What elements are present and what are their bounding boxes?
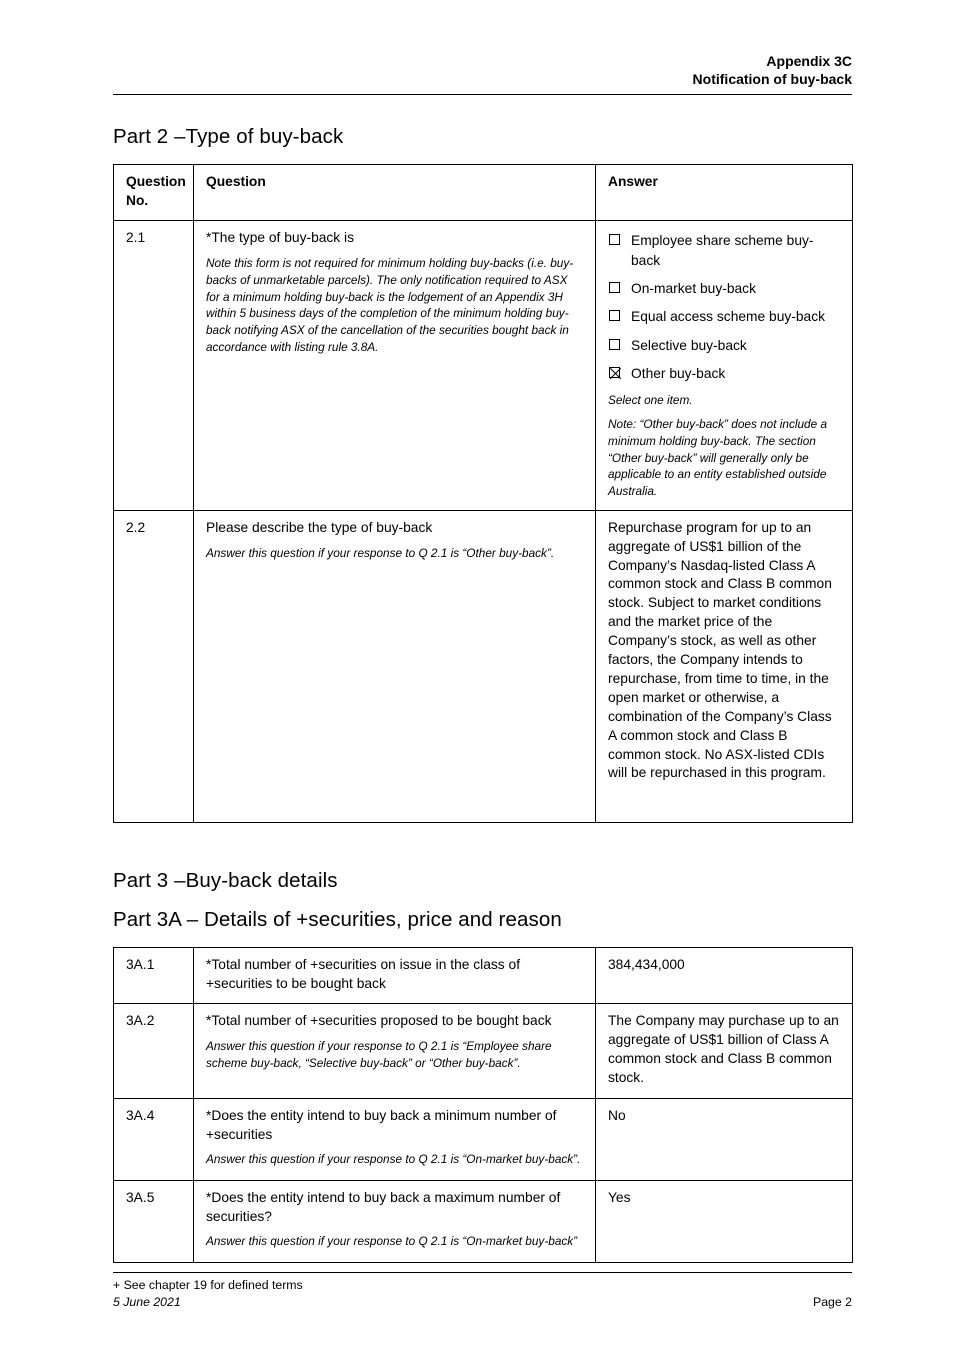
checkbox-icon-checked[interactable] (609, 367, 620, 378)
question-note: Note this form is not required for minimum holding buy-backs (i.e. buy-backs of unmarketable parcels). The only notification required to ASX for a minimum holding buy-back is the lodgement of an Appendix 3H within 5 business days of the completion of the minimum holding buy-back notifying ASX of the cancellation of the securities bought back in accordance with listing rule 3.8A. (206, 256, 574, 354)
option-other[interactable] (608, 364, 840, 383)
option-selective[interactable] (608, 336, 840, 355)
question-text: *Total number of +securities on issue in the class of +securities to be bought back (206, 956, 521, 991)
page-footer (113, 1272, 852, 1310)
answer-text: No (608, 1107, 626, 1123)
option-equal-access-scheme[interactable] (608, 307, 840, 326)
option-employee-share-scheme[interactable] (608, 231, 840, 270)
defined-terms-note: + See chapter 19 for defined terms (113, 1278, 303, 1292)
checkbox-icon[interactable] (609, 234, 620, 245)
question-text: *Does the entity intend to buy back a maximum number of securities? (206, 1189, 561, 1224)
footer-date: 5 June 2021 (113, 1294, 181, 1309)
answer-text: 384,434,000 (608, 956, 685, 972)
part2-heading: Part 2 –Type of buy-back (113, 124, 344, 148)
column-header-answer: Answer (596, 164, 853, 221)
other-buyback-note: Note: “Other buy-back” does not include a minimum holding buy-back. The section “Other buy-back” will generally only be applicable to an entity established outside Australia. (608, 417, 828, 499)
question-number: 3A.2 (114, 1004, 194, 1099)
question-note: Answer this question if your response to Q 2.1 is “Other buy-back”. (206, 545, 555, 560)
question-text: *Total number of +securities proposed to be bought back (206, 1013, 552, 1029)
appendix-title: Appendix 3C (766, 53, 852, 69)
table-row-3a4 (114, 1098, 853, 1180)
form-title: Notification of buy-back (692, 71, 852, 88)
answer-text: Yes (608, 1189, 631, 1205)
question-number: 3A.1 (114, 947, 194, 1004)
table-row-q21 (114, 221, 853, 510)
part3-heading: Part 3 –Buy-back details (113, 868, 338, 892)
question-text: *Does the entity intend to buy back a minimum number of +securities (206, 1107, 557, 1142)
checkbox-icon[interactable] (609, 282, 620, 293)
document-header (113, 52, 852, 95)
part3a-heading: Part 3A – Details of +securities, price and reason (113, 907, 562, 931)
option-label: Selective buy-back (631, 337, 747, 353)
column-header-question-no: Question No. (114, 164, 194, 221)
option-label: Employee share scheme buy-back (631, 233, 814, 268)
question-number: 3A.4 (114, 1098, 194, 1180)
question-number: 2.2 (114, 510, 194, 822)
question-number: 3A.5 (114, 1180, 194, 1262)
option-on-market[interactable] (608, 279, 840, 298)
answer-text: Repurchase program for up to an aggregate of US$1 billion of the Company’s Nasdaq-listed Class A common stock and Class B common stock. Subject to market conditions and the market price of the Company’s stock, as well as other factors, the Company intends to repurchase, from time to time, in the open market or otherwise, a combination of the Company’s Class A common stock and Class B common stock. No ASX-listed CDIs will be repurchased in this program. (608, 519, 832, 781)
option-label: Other buy-back (631, 366, 726, 381)
answer-text: The Company may purchase up to an aggregate of US$1 billion of Class A common stock and Class B common stock. (608, 1013, 839, 1085)
question-text: Please describe the type of buy-back (206, 519, 433, 535)
checkbox-icon[interactable] (609, 310, 620, 321)
part3a-table (113, 947, 853, 1263)
option-label: Equal access scheme buy-back (631, 309, 826, 325)
question-note: Answer this question if your response to Q 2.1 is “On-market buy-back” (206, 1234, 578, 1249)
question-note: Answer this question if your response to Q 2.1 is “Employee share scheme buy-back, “Selective buy-back” or “Other buy-back”. (206, 1039, 552, 1070)
checkbox-icon[interactable] (609, 339, 620, 350)
option-label: On-market buy-back (631, 281, 756, 297)
table-row-3a5 (114, 1180, 853, 1262)
table-row-3a1 (114, 947, 853, 1004)
question-note: Answer this question if your response to Q 2.1 is “On-market buy-back”. (206, 1152, 581, 1167)
part2-table-header-row (114, 164, 853, 221)
page-number: Page 2 (813, 1294, 852, 1309)
table-row-q22 (114, 510, 853, 822)
buyback-type-options (608, 231, 840, 383)
part2-table (113, 164, 853, 823)
question-text: *The type of buy-back is (206, 230, 355, 246)
table-row-3a2 (114, 1004, 853, 1099)
column-header-question: Question (194, 164, 596, 221)
question-number: 2.1 (114, 221, 194, 510)
select-one-note: Select one item. (608, 393, 693, 408)
